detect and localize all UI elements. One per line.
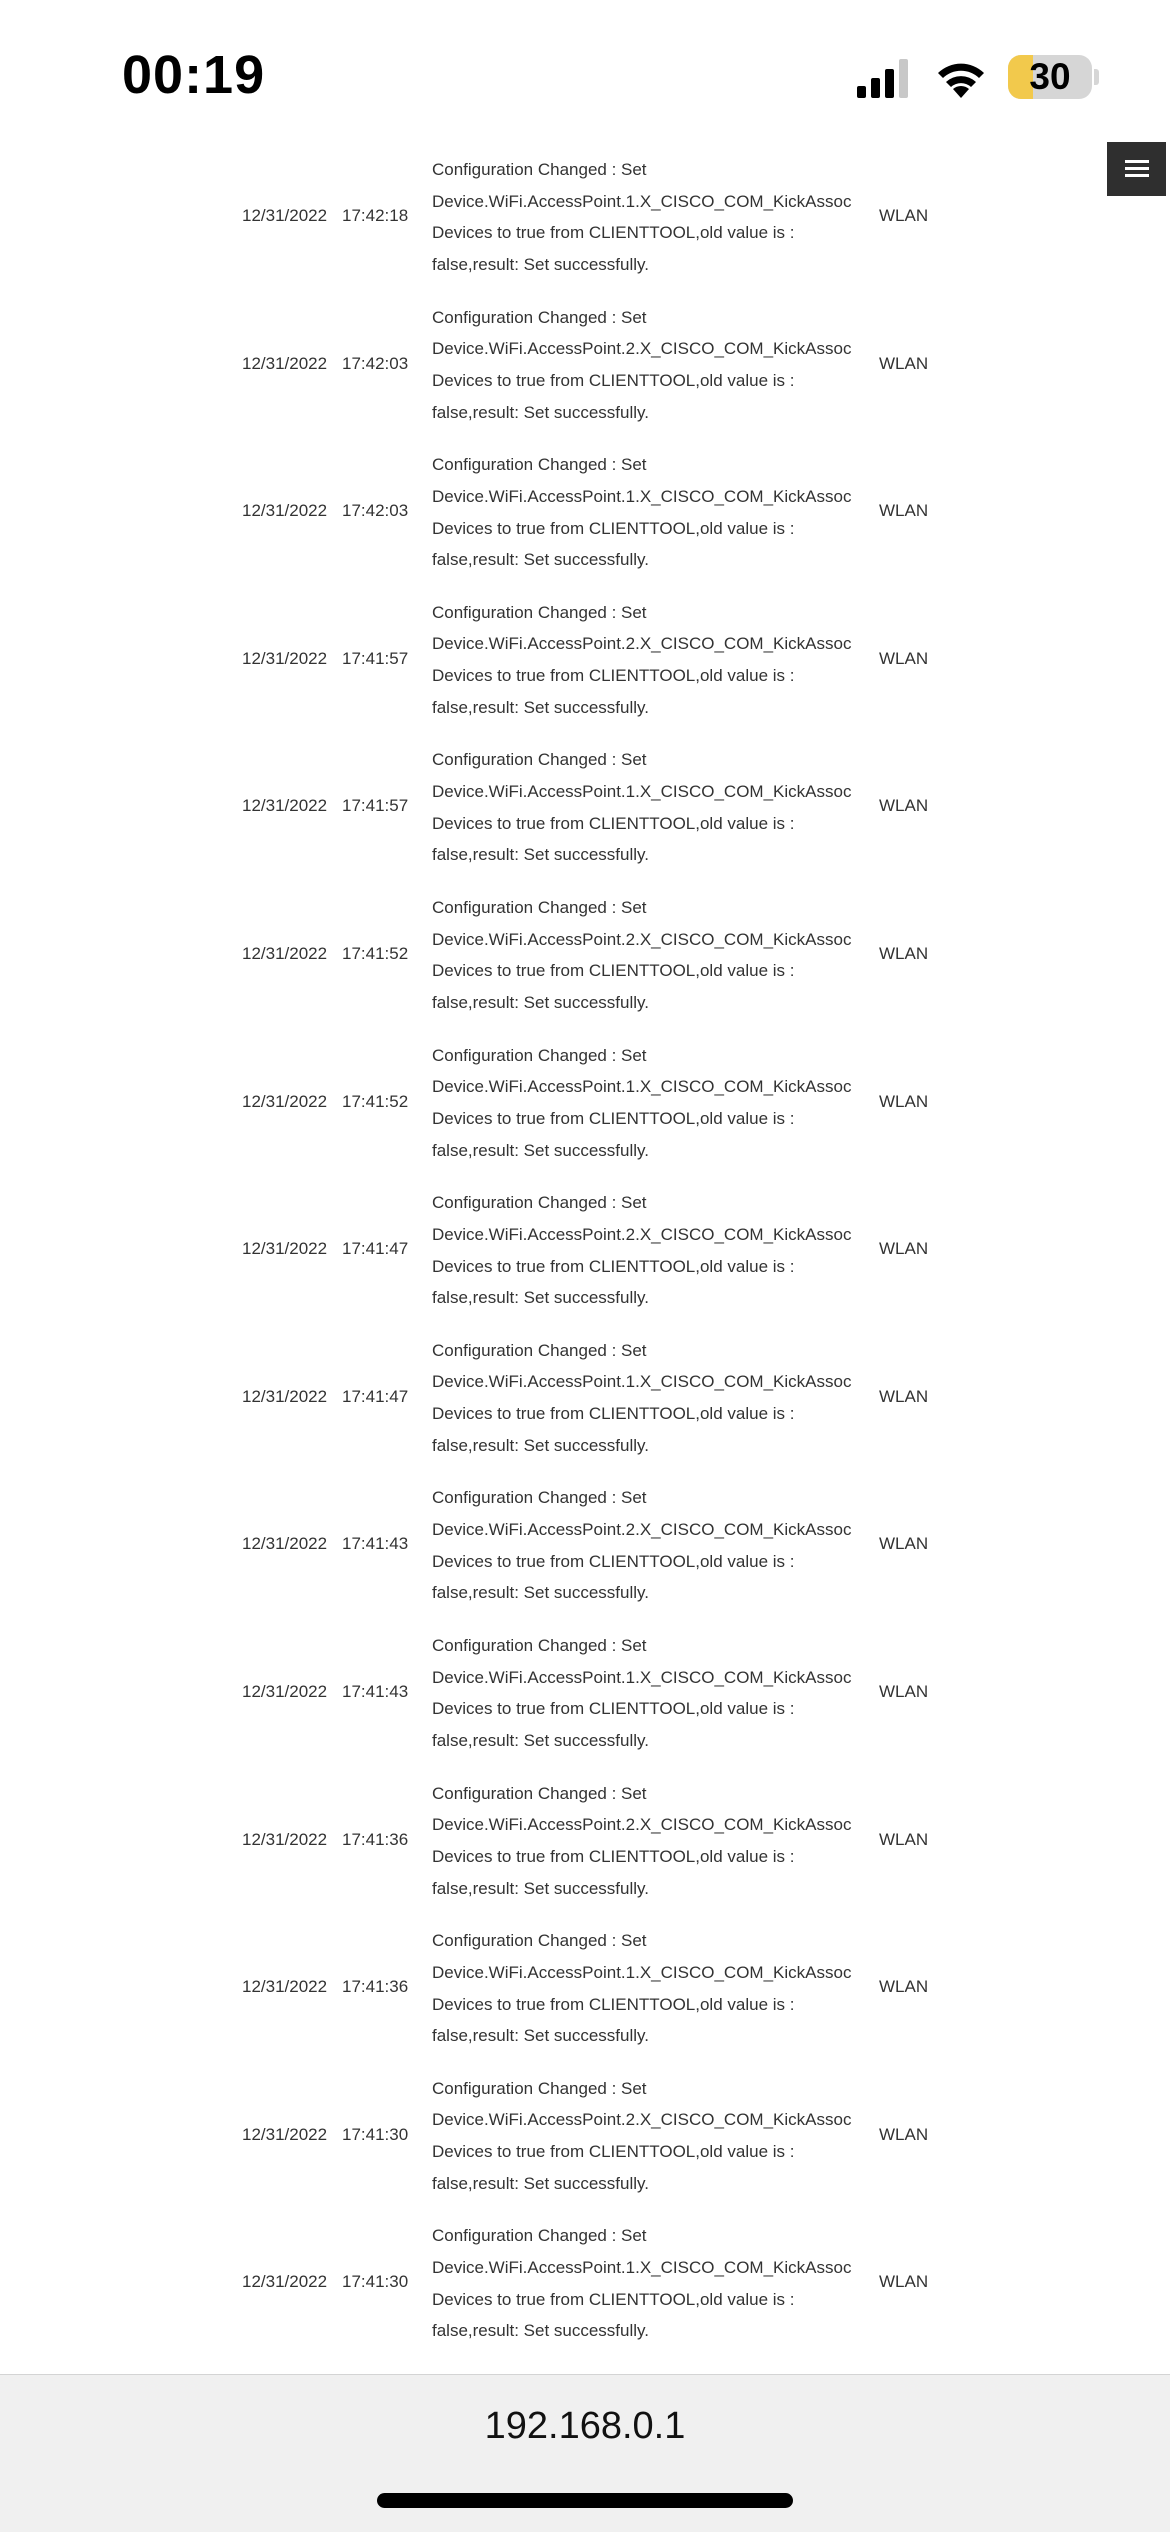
log-description-line: Devices to true from CLIENTTOOL,old value is : (432, 2289, 795, 2309)
log-date: 12/31/2022 (242, 943, 328, 963)
log-description-line: false,result: Set successfully. (432, 1435, 649, 1455)
log-date: 12/31/2022 (242, 1091, 328, 1111)
log-time: 17:42:18 (342, 206, 409, 225)
log-description-line: Devices to true from CLIENTTOOL,old value is : (432, 1699, 795, 1719)
log-type: WLAN (879, 353, 929, 373)
log-description-line: Devices to true from CLIENTTOOL,old value is : (432, 1846, 795, 1866)
log-row (0, 1618, 1170, 1766)
log-description-line: Configuration Changed : Set (432, 1340, 647, 1360)
log-description-line: Devices to true from CLIENTTOOL,old value is : (432, 223, 795, 243)
log-description-line: Device.WiFi.AccessPoint.1.X_CISCO_COM_KickAssoc (432, 486, 852, 506)
log-description-line: Device.WiFi.AccessPoint.1.X_CISCO_COM_KickAssoc (432, 2258, 852, 2278)
log-description-line: Devices to true from CLIENTTOOL,old value is : (432, 1404, 795, 1424)
log-date: 12/31/2022 (242, 1977, 328, 1997)
log-description-line: Configuration Changed : Set (432, 2226, 647, 2246)
log-date: 12/31/2022 (242, 1239, 328, 1259)
log-description-line: Configuration Changed : Set (432, 602, 647, 622)
log-description-line: false,result: Set successfully. (432, 402, 649, 422)
log-description (432, 892, 872, 1019)
browser-address-bar[interactable] (0, 2374, 1170, 2532)
log-description-line: false,result: Set successfully. (432, 2173, 649, 2193)
log-description-line: Devices to true from CLIENTTOOL,old value is : (432, 813, 795, 833)
log-description-line: false,result: Set successfully. (432, 697, 649, 717)
log-date: 12/31/2022 (242, 1386, 328, 1406)
battery-cap (1094, 69, 1099, 85)
log-row (0, 1175, 1170, 1323)
log-description-line: false,result: Set successfully. (432, 2321, 649, 2341)
log-description (432, 1925, 872, 2052)
log-description-line: Configuration Changed : Set (432, 750, 647, 770)
log-description (432, 2220, 872, 2347)
log-row (0, 142, 1170, 290)
log-description-line: false,result: Set successfully. (432, 1140, 649, 1160)
battery-icon (1008, 55, 1092, 99)
log-row (0, 437, 1170, 585)
log-time: 17:41:57 (342, 648, 409, 668)
log-description-line: Configuration Changed : Set (432, 455, 647, 475)
log-description-line: Configuration Changed : Set (432, 1488, 647, 1508)
log-row (0, 1470, 1170, 1618)
log-description-line: false,result: Set successfully. (432, 1731, 649, 1751)
log-time: 17:41:43 (342, 1534, 409, 1554)
log-type: WLAN (879, 1091, 929, 1111)
log-type: WLAN (879, 501, 929, 521)
log-date: 12/31/2022 (242, 648, 328, 668)
log-description-line: Device.WiFi.AccessPoint.2.X_CISCO_COM_KickAssoc (432, 929, 852, 949)
log-type: WLAN (879, 1239, 929, 1259)
log-description-line: Configuration Changed : Set (432, 897, 647, 917)
log-date: 12/31/2022 (242, 796, 328, 816)
log-row (0, 1323, 1170, 1471)
log-description-line: Device.WiFi.AccessPoint.2.X_CISCO_COM_KickAssoc (432, 1815, 852, 1835)
log-date: 12/31/2022 (242, 1681, 328, 1701)
log-description (432, 154, 872, 281)
log-description-line: Device.WiFi.AccessPoint.2.X_CISCO_COM_KickAssoc (432, 2110, 852, 2130)
log-description-line: Device.WiFi.AccessPoint.2.X_CISCO_COM_KickAssoc (432, 1224, 852, 1244)
log-row (0, 732, 1170, 880)
log-type: WLAN (879, 648, 929, 668)
log-time: 17:41:30 (342, 2124, 409, 2144)
log-description-line: Configuration Changed : Set (432, 1635, 647, 1655)
log-time: 17:42:03 (342, 353, 409, 373)
log-time: 17:41:36 (342, 1977, 409, 1997)
log-description-line: Device.WiFi.AccessPoint.2.X_CISCO_COM_KickAssoc (432, 634, 852, 654)
log-description-line: false,result: Set successfully. (432, 845, 649, 865)
log-time: 17:41:36 (342, 1829, 409, 1849)
status-time: 00:19 (122, 45, 266, 105)
log-description-line: Configuration Changed : Set (432, 160, 647, 179)
log-description-line: Device.WiFi.AccessPoint.1.X_CISCO_COM_KickAssoc (432, 782, 852, 802)
log-time: 17:42:03 (342, 501, 409, 521)
log-description (432, 597, 872, 724)
log-description-line: Devices to true from CLIENTTOOL,old value is : (432, 961, 795, 981)
log-row (0, 880, 1170, 1028)
log-description-line: Configuration Changed : Set (432, 1931, 647, 1951)
status-bar (0, 0, 1170, 150)
home-indicator (377, 2493, 793, 2508)
log-date: 12/31/2022 (242, 2124, 328, 2144)
log-description-line: Device.WiFi.AccessPoint.1.X_CISCO_COM_KickAssoc (432, 1372, 852, 1392)
event-log-table (0, 142, 1170, 2356)
log-row (0, 2208, 1170, 2356)
log-description-line: Configuration Changed : Set (432, 307, 647, 327)
log-row (0, 1766, 1170, 1914)
log-description (432, 302, 872, 429)
battery-level: 30 (1029, 56, 1071, 97)
log-row (0, 1913, 1170, 2061)
log-description (432, 1187, 872, 1314)
log-row (0, 585, 1170, 733)
log-time: 17:41:52 (342, 1091, 409, 1111)
log-description-line: Device.WiFi.AccessPoint.2.X_CISCO_COM_KickAssoc (432, 339, 852, 359)
log-type: WLAN (879, 1829, 929, 1849)
log-description (432, 1630, 872, 1757)
log-description-line: false,result: Set successfully. (432, 550, 649, 570)
log-description-line: Device.WiFi.AccessPoint.1.X_CISCO_COM_KickAssoc (432, 1077, 852, 1097)
log-type: WLAN (879, 1386, 929, 1406)
log-description-line: Devices to true from CLIENTTOOL,old value is : (432, 1108, 795, 1128)
log-date: 12/31/2022 (242, 2272, 328, 2292)
log-description-line: false,result: Set successfully. (432, 1878, 649, 1898)
log-type: WLAN (879, 796, 929, 816)
log-description-line: Device.WiFi.AccessPoint.1.X_CISCO_COM_KickAssoc (432, 1962, 852, 1982)
log-description-line: Configuration Changed : Set (432, 1193, 647, 1213)
log-description (432, 744, 872, 871)
log-description-line: Device.WiFi.AccessPoint.1.X_CISCO_COM_KickAssoc (432, 191, 852, 211)
log-description-line: Configuration Changed : Set (432, 1783, 647, 1803)
log-description-line: Configuration Changed : Set (432, 1045, 647, 1065)
log-row (0, 1028, 1170, 1176)
log-time: 17:41:47 (342, 1239, 409, 1259)
log-description-line: Devices to true from CLIENTTOOL,old value is : (432, 1551, 795, 1571)
log-description (432, 1040, 872, 1167)
log-description (432, 1778, 872, 1905)
log-description-line: false,result: Set successfully. (432, 255, 649, 275)
log-date: 12/31/2022 (242, 1534, 328, 1554)
log-time: 17:41:52 (342, 943, 409, 963)
log-type: WLAN (879, 2272, 929, 2292)
log-description-line: Device.WiFi.AccessPoint.1.X_CISCO_COM_KickAssoc (432, 1667, 852, 1687)
log-type: WLAN (879, 1681, 929, 1701)
log-description-line: false,result: Set successfully. (432, 993, 649, 1013)
log-description (432, 1482, 872, 1609)
log-description-line: Devices to true from CLIENTTOOL,old value is : (432, 1994, 795, 2014)
log-description-line: Devices to true from CLIENTTOOL,old value is : (432, 371, 795, 390)
log-time: 17:41:47 (342, 1386, 409, 1406)
log-description-line: Devices to true from CLIENTTOOL,old value is : (432, 1256, 795, 1276)
log-description (432, 2073, 872, 2200)
log-type: WLAN (879, 2124, 929, 2144)
log-description (432, 1335, 872, 1462)
log-description-line: Devices to true from CLIENTTOOL,old value is : (432, 518, 795, 538)
log-row (0, 290, 1170, 438)
log-type: WLAN (879, 943, 929, 963)
url-text[interactable]: 192.168.0.1 (484, 2405, 686, 2447)
log-description-line: false,result: Set successfully. (432, 1583, 649, 1603)
wifi-icon (934, 56, 988, 98)
log-description-line: false,result: Set successfully. (432, 2026, 649, 2046)
log-time: 17:41:30 (342, 2272, 409, 2292)
log-time: 17:41:43 (342, 1681, 409, 1701)
log-description-line: Devices to true from CLIENTTOOL,old value is : (432, 2142, 795, 2162)
log-description (432, 449, 872, 576)
log-date: 12/31/2022 (242, 501, 328, 521)
cellular-signal-icon (855, 58, 915, 98)
log-description-line: Devices to true from CLIENTTOOL,old value is : (432, 666, 795, 686)
log-description-line: false,result: Set successfully. (432, 1288, 649, 1308)
log-description-line: Configuration Changed : Set (432, 2078, 647, 2098)
log-date: 12/31/2022 (242, 206, 328, 225)
log-type: WLAN (879, 206, 929, 225)
log-type: WLAN (879, 1534, 929, 1554)
log-date: 12/31/2022 (242, 1829, 328, 1849)
log-description-line: Device.WiFi.AccessPoint.2.X_CISCO_COM_KickAssoc (432, 1520, 852, 1540)
log-date: 12/31/2022 (242, 353, 328, 373)
log-row (0, 2061, 1170, 2209)
log-time: 17:41:57 (342, 796, 409, 816)
log-type: WLAN (879, 1977, 929, 1997)
